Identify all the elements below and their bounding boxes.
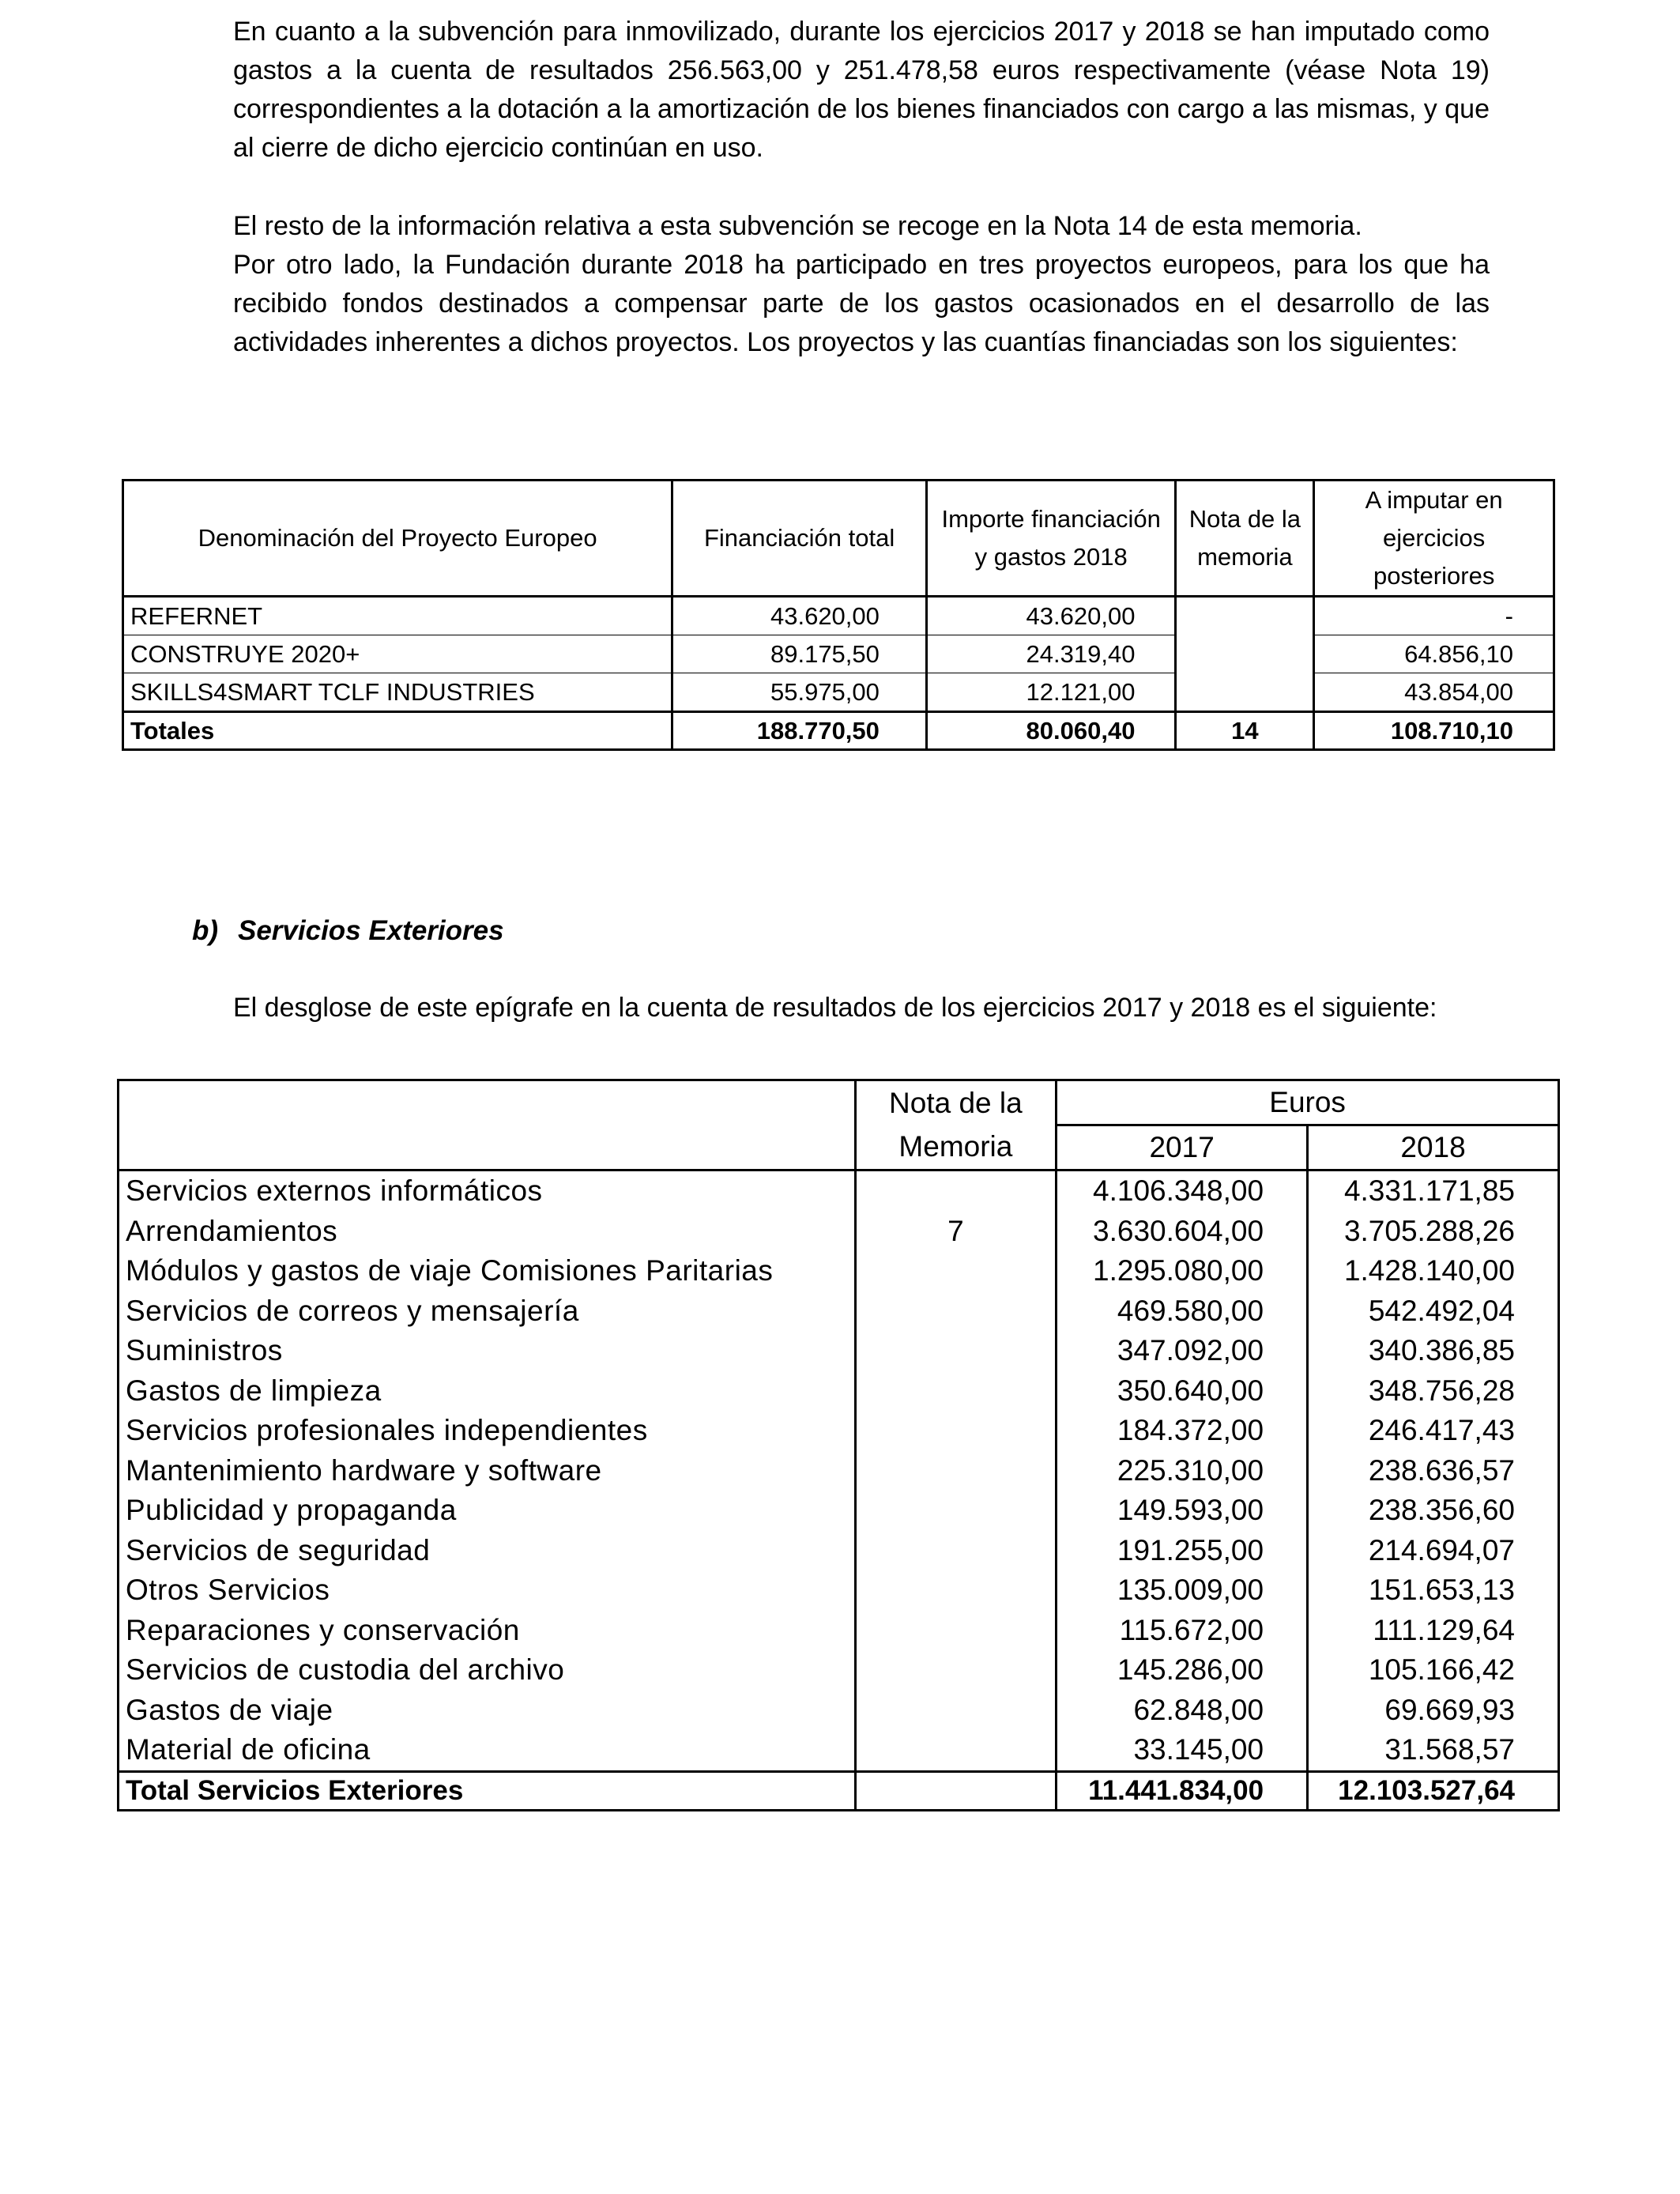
cell-concepto: Mantenimiento hardware y software: [119, 1451, 856, 1491]
cell-2018: 31.568,57: [1308, 1730, 1559, 1771]
cell-concepto: Servicios externos informáticos: [119, 1171, 856, 1212]
cell-2017: 225.310,00: [1057, 1451, 1308, 1491]
cell-concepto: Servicios de custodia del archivo: [119, 1650, 856, 1691]
table-body: [123, 597, 1554, 750]
header-year-2017: 2017: [1057, 1125, 1308, 1171]
cell-nota: [855, 1251, 1057, 1291]
cell-concepto: Total Servicios Exteriores: [119, 1771, 856, 1810]
table-row: [119, 1212, 1559, 1252]
servicios-exteriores-table: [117, 1079, 1560, 1811]
paragraph-text: Por otro lado, la Fundación durante 2018 ha participado en tres proyectos europeos, para los que ha recibido fondos destinados a compensar parte de los gastos ocasionados en el desarrollo de las actividades inherentes a dichos proyectos. Los proyectos y las cuantías financiadas son los siguientes:: [233, 250, 1490, 357]
cell-name: SKILLS4SMART TCLF INDUSTRIES: [123, 673, 672, 712]
header-financiacion-total: Financiación total: [672, 481, 927, 597]
cell-2017: 11.441.834,00: [1057, 1771, 1308, 1810]
cell-nota: [855, 1331, 1057, 1371]
section-letter: b): [192, 915, 219, 946]
table-row: [119, 1331, 1559, 1371]
header-imputar: A imputar en ejercicios posteriores: [1314, 481, 1554, 597]
cell-2018: 12.103.527,64: [1308, 1771, 1559, 1810]
cell-total: 89.175,50: [672, 635, 927, 673]
table-row: [119, 1411, 1559, 1451]
cell-2018: 4.331.171,85: [1308, 1171, 1559, 1212]
cell-nota: [855, 1411, 1057, 1451]
table-row: [119, 1371, 1559, 1412]
table-row: [119, 1611, 1559, 1651]
cell-name: REFERNET: [123, 597, 672, 635]
cell-imputar: 108.710,10: [1314, 712, 1554, 750]
cell-imputar: 64.856,10: [1314, 635, 1554, 673]
cell-concepto: Gastos de limpieza: [119, 1371, 856, 1412]
cell-concepto: Servicios profesionales independientes: [119, 1411, 856, 1451]
cell-importe: 24.319,40: [926, 635, 1176, 673]
cell-importe: 80.060,40: [926, 712, 1176, 750]
cell-2017: 135.009,00: [1057, 1570, 1308, 1611]
table-row: [119, 1531, 1559, 1571]
cell-nota: [855, 1531, 1057, 1571]
cell-2017: 62.848,00: [1057, 1691, 1308, 1731]
cell-nota: [855, 1451, 1057, 1491]
cell-nota: [1176, 597, 1314, 712]
cell-2018: 1.428.140,00: [1308, 1251, 1559, 1291]
header-concepto: [119, 1080, 856, 1171]
cell-concepto: Publicidad y propaganda: [119, 1491, 856, 1531]
table-row: [123, 673, 1554, 712]
cell-importe: 43.620,00: [926, 597, 1176, 635]
cell-imputar: 43.854,00: [1314, 673, 1554, 712]
header-euros: Euros: [1057, 1080, 1559, 1125]
header-denominacion: Denominación del Proyecto Europeo: [123, 481, 672, 597]
cell-name: Totales: [123, 712, 672, 750]
cell-importe: 12.121,00: [926, 673, 1176, 712]
cell-2018: 542.492,04: [1308, 1291, 1559, 1332]
cell-imputar: -: [1314, 597, 1554, 635]
header-nota-line1: Nota de la: [855, 1080, 1057, 1125]
paragraph-subvencion: [233, 13, 1490, 168]
cell-concepto: Módulos y gastos de viaje Comisiones Paritarias: [119, 1251, 856, 1291]
cell-2017: 145.286,00: [1057, 1650, 1308, 1691]
paragraph-text: En cuanto a la subvención para inmovilizado, durante los ejercicios 2017 y 2018 se han imputado como gastos a la cuenta de resultados 256.563,00 y 251.478,58 euros respectivamente (véase Nota 19) correspondientes a la dotación a la amortización de los bienes financiados con cargo a las mismas, y que al cierre de dicho ejercicio continúan en uso.: [233, 17, 1490, 163]
header-year-2018: 2018: [1308, 1125, 1559, 1171]
header-nota: Nota de la memoria: [1176, 481, 1314, 597]
cell-nota: [855, 1491, 1057, 1531]
cell-2018: 105.166,42: [1308, 1650, 1559, 1691]
cell-2018: 246.417,43: [1308, 1411, 1559, 1451]
table-row: [119, 1650, 1559, 1691]
cell-total: 43.620,00: [672, 597, 927, 635]
table-row: [123, 597, 1554, 635]
cell-nota: [855, 1171, 1057, 1212]
cell-2017: 469.580,00: [1057, 1291, 1308, 1332]
cell-nota: [855, 1371, 1057, 1412]
cell-concepto: Servicios de correos y mensajería: [119, 1291, 856, 1332]
cell-concepto: Reparaciones y conservación: [119, 1611, 856, 1651]
european-projects-table: [122, 479, 1555, 751]
cell-2018: 340.386,85: [1308, 1331, 1559, 1371]
cell-total: 55.975,00: [672, 673, 927, 712]
cell-2017: 115.672,00: [1057, 1611, 1308, 1651]
section-intro: El desglose de este epígrafe en la cuenta de resultados de los ejercicios 2017 y 2018 es el siguiente:: [233, 993, 1437, 1023]
cell-nota: [855, 1611, 1057, 1651]
cell-2018: 238.356,60: [1308, 1491, 1559, 1531]
table-row: [123, 635, 1554, 673]
cell-2018: 151.653,13: [1308, 1570, 1559, 1611]
cell-2018: 3.705.288,26: [1308, 1212, 1559, 1252]
cell-2017: 149.593,00: [1057, 1491, 1308, 1531]
cell-nota: [855, 1730, 1057, 1771]
cell-2017: 3.630.604,00: [1057, 1212, 1308, 1252]
cell-total: 188.770,50: [672, 712, 927, 750]
cell-concepto: Servicios de seguridad: [119, 1531, 856, 1571]
table-row: [119, 1691, 1559, 1731]
cell-nota: 14: [1176, 712, 1314, 750]
paragraph-proyectos: [233, 207, 1490, 362]
table-header-row: [119, 1080, 1559, 1125]
cell-2017: 347.092,00: [1057, 1331, 1308, 1371]
cell-nota: 7: [855, 1212, 1057, 1252]
cell-2017: 350.640,00: [1057, 1371, 1308, 1412]
cell-nota: [855, 1291, 1057, 1332]
cell-concepto: Otros Servicios: [119, 1570, 856, 1611]
paragraph-text: El resto de la información relativa a esta subvención se recoge en la Nota 14 de esta memoria.: [233, 211, 1362, 241]
header-nota-line2: Memoria: [855, 1125, 1057, 1171]
cell-nota: [855, 1771, 1057, 1810]
totals-row: [119, 1771, 1559, 1810]
table-row: [119, 1291, 1559, 1332]
cell-concepto: Suministros: [119, 1331, 856, 1371]
cell-2017: 4.106.348,00: [1057, 1171, 1308, 1212]
cell-2017: 33.145,00: [1057, 1730, 1308, 1771]
cell-2018: 111.129,64: [1308, 1611, 1559, 1651]
table-row: [119, 1730, 1559, 1771]
cell-nota: [855, 1650, 1057, 1691]
header-importe: Importe financiación y gastos 2018: [926, 481, 1176, 597]
table-row: [119, 1570, 1559, 1611]
cell-concepto: Material de oficina: [119, 1730, 856, 1771]
cell-concepto: Gastos de viaje: [119, 1691, 856, 1731]
table-row: [119, 1171, 1559, 1212]
cell-2018: 348.756,28: [1308, 1371, 1559, 1412]
cell-nota: [855, 1691, 1057, 1731]
cell-2018: 214.694,07: [1308, 1531, 1559, 1571]
table-header-row: [123, 481, 1554, 597]
cell-concepto: Arrendamientos: [119, 1212, 856, 1252]
cell-2018: 238.636,57: [1308, 1451, 1559, 1491]
cell-name: CONSTRUYE 2020+: [123, 635, 672, 673]
table-row: [119, 1491, 1559, 1531]
cell-2017: 184.372,00: [1057, 1411, 1308, 1451]
section-title: Servicios Exteriores: [238, 915, 504, 946]
totals-row: [123, 712, 1554, 750]
cell-nota: [855, 1570, 1057, 1611]
table-row: [119, 1451, 1559, 1491]
cell-2017: 1.295.080,00: [1057, 1251, 1308, 1291]
table-row: [119, 1251, 1559, 1291]
section-heading: [192, 915, 504, 947]
table-body: [119, 1171, 1559, 1811]
cell-2017: 191.255,00: [1057, 1531, 1308, 1571]
cell-2018: 69.669,93: [1308, 1691, 1559, 1731]
